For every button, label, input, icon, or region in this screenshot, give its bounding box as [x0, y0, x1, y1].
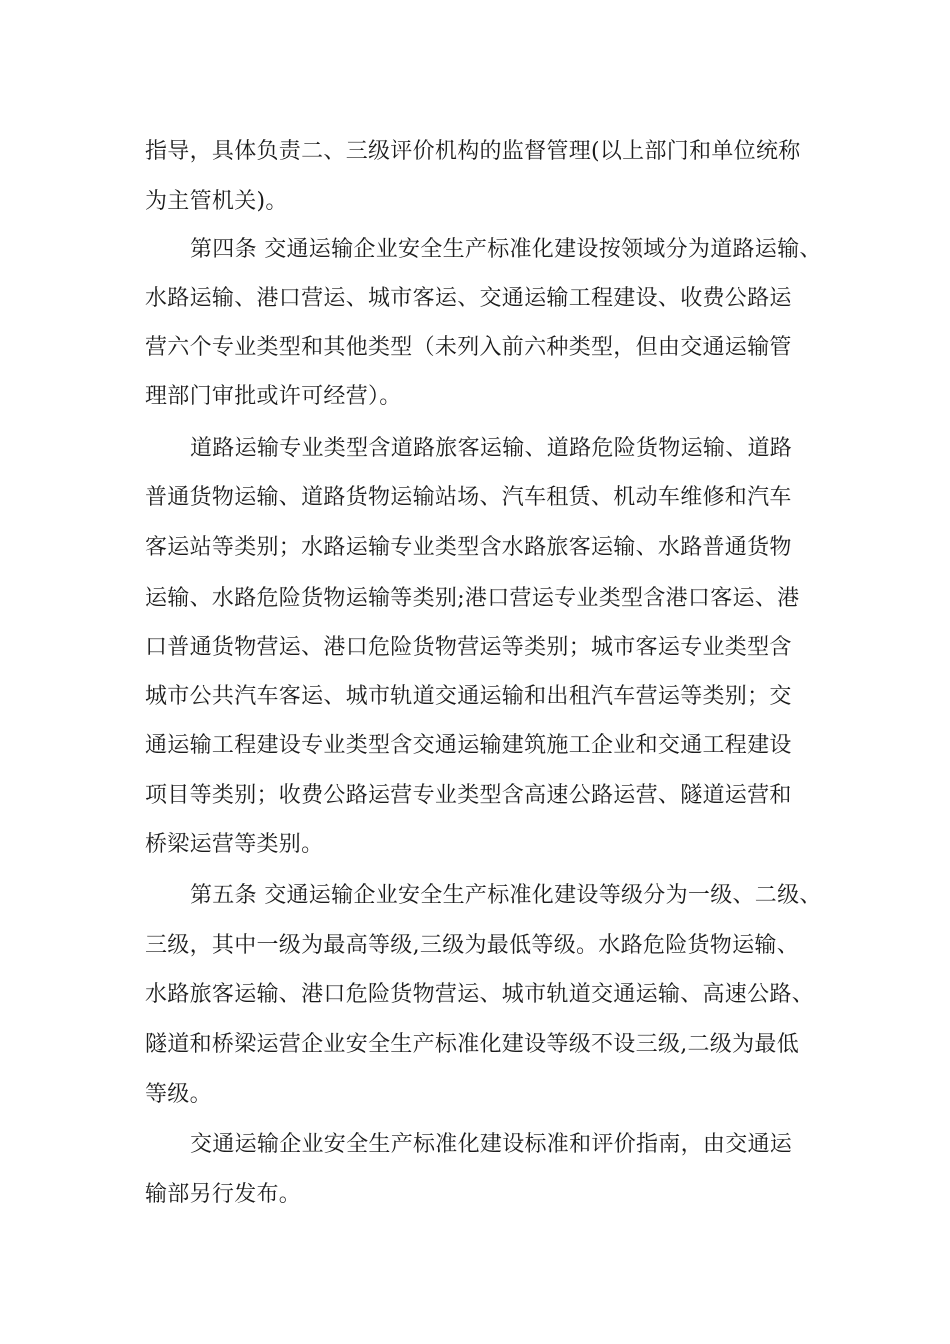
- paragraph-start-line: 道路运输专业类型含道路旅客运输、道路危险货物运输、道路: [190, 436, 793, 461]
- text-line: 运输、水路危险货物运输等类别;港口营运专业类型含港口客运、港: [145, 586, 800, 611]
- text-line: 指导，具体负责二、三级评价机构的监督管理(以上部门和单位统称: [145, 139, 801, 164]
- article-4-heading-line: 第四条 交通运输企业安全生产标准化建设按领域分为道路运输、: [190, 237, 822, 262]
- paragraph-start-line: 交通运输企业安全生产标准化建设标准和评价指南，由交通运: [190, 1132, 793, 1157]
- text-line: 理部门审批或许可经营）。: [145, 384, 402, 409]
- text-line: 三级，其中一级为最高等级,三级为最低等级。水路危险货物运输、: [145, 933, 799, 958]
- text-line: 营六个专业类型和其他类型（未列入前六种类型，但由交通运输管: [145, 335, 792, 360]
- text-line: 为主管机关)。: [145, 189, 288, 214]
- text-line: 口普通货物营运、港口危险货物营运等类别；城市客运专业类型含: [145, 635, 792, 660]
- text-line: 等级。: [145, 1082, 212, 1107]
- text-line: 桥梁运营等类别。: [145, 832, 324, 857]
- text-line: 水路旅客运输、港口危险货物营运、城市轨道交通运输、高速公路、: [145, 982, 815, 1007]
- text-line: 水路运输、港口营运、城市客运、交通运输工程建设、收费公路运: [145, 286, 792, 311]
- text-line: 项目等类别；收费公路运营专业类型含高速公路运营、隧道运营和: [145, 783, 792, 808]
- text-line: 隧道和桥梁运营企业安全生产标准化建设等级不设三级,二级为最低: [145, 1032, 799, 1057]
- text-line: 普通货物运输、道路货物运输站场、汽车租赁、机动车维修和汽车: [145, 485, 792, 510]
- text-line: 输部另行发布。: [145, 1182, 302, 1207]
- text-line: 通运输工程建设专业类型含交通运输建筑施工企业和交通工程建设: [145, 733, 792, 758]
- text-line: 客运站等类别；水路运输专业类型含水路旅客运输、水路普通货物: [145, 535, 792, 560]
- text-line: 城市公共汽车客运、城市轨道交通运输和出租汽车营运等类别；交: [145, 684, 792, 709]
- article-5-heading-line: 第五条 交通运输企业安全生产标准化建设等级分为一级、二级、: [190, 883, 822, 908]
